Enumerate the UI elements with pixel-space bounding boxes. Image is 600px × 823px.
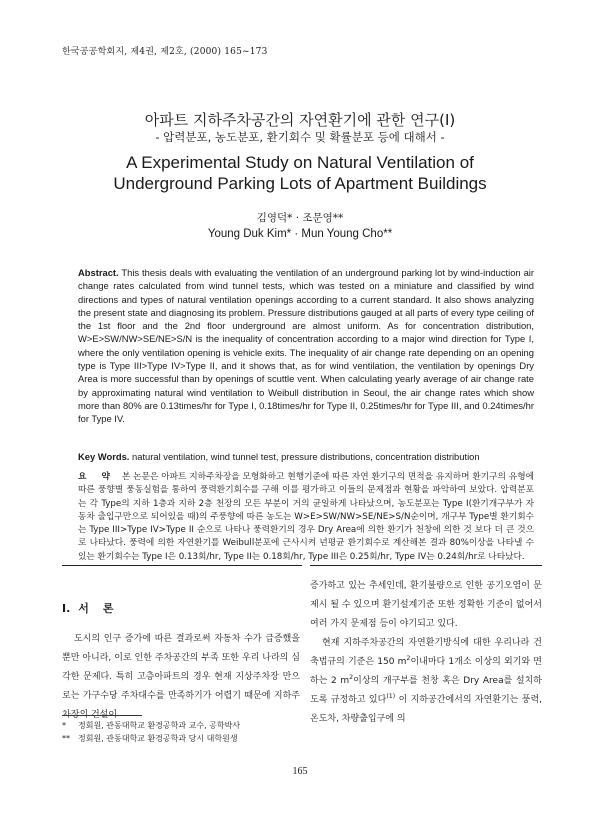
- reference-marker: (1): [386, 693, 396, 700]
- intro-paragraph-right-1: 증가하고 있는 추세인데, 환기불량으로 인한 공기오염이 문제시 될 수 있으며 환기설계기준 또한 정확한 기준이 없어서 여러 가지 문제점 등이 야기되고 있다.: [310, 581, 542, 629]
- section-heading-introduction: [62, 600, 300, 616]
- footnotes: [62, 720, 300, 745]
- footnote-2: [62, 733, 300, 746]
- footnote-1-mark: *: [62, 721, 66, 730]
- footnote-rule: [62, 715, 142, 716]
- abstract: [78, 266, 534, 426]
- abstract-korean-label: 요 약: [78, 472, 116, 482]
- footnote-2-mark: **: [62, 733, 70, 743]
- separator-rule-right: [310, 565, 542, 566]
- para2-part-c: 이상의 개구부를 천창 혹은 Dry Area를 설치하도록 규정하고 있다: [310, 676, 542, 705]
- separator-rule-left: [62, 565, 302, 566]
- column-right: [310, 577, 542, 729]
- footnote-1-text: 정회원, 관동대학교 환경공학과 교수, 공학박사: [78, 721, 241, 730]
- title-english: [0, 152, 600, 194]
- para2-part-b: 이내마다 1개소 이상의 외기와 면하는 2 m: [310, 657, 542, 686]
- keywords-text: natural ventilation, wind tunnel test, pressure distributions, concentration distribution: [132, 451, 480, 462]
- intro-paragraph-right-2: [310, 634, 542, 729]
- para2-superscript-1: 2: [406, 655, 411, 662]
- journal-citation: 한국공공학회지, 제4권, 제2호, (2000) 165~173: [62, 47, 268, 57]
- keywords: [78, 450, 534, 463]
- column-left: [62, 600, 300, 725]
- abstract-korean-text: 본 논문은 아파트 지하주차장을 모형화하고 현행기준에 따른 자연 환기구의 면적을 유지하며 환기구의 유형에 따른 풍향별 풍동실험을 통하여 풍력환기회수를 구해 이를 평가하고 이들의 문제점과 현황을 파악하여 보았다. 압력분포는 각 Type의 지하 1층과 지하 2층 천장의 모든 부분이 거의 균일하게 나타났으며, 농도분포는 Type I(환기개구부가 자동차 출입구만으로 되어있을 때)의 주풍향에 따른 농도는 W>E>SW/NW>SE/NE>S/N순이며, 개구부 Type별 환기회수는 Type III>Type IV>Type II 순으로 나타나 풍력환기의 경우 Dry Area에 의한 환기가 천창에 의한 것 보다 더 큰 것으로 나타났다. 풍력에 의한 자연환기를 Weibull분포에 근사시켜 년평균 환기회수로 계산해본 결과 80%이상을 나타낼 수 있는 환기회수는 Type I은 0.13회/hr, Type II는 0.18회/hr, Type III은 0.25회/hr, Type IV는 0.24회/hr로 나타났다.: [78, 472, 534, 562]
- authors-english: Young Duk Kim* · Mun Young Cho**: [207, 228, 393, 240]
- section-title: 서론: [78, 602, 128, 615]
- abstract-label: Abstract.: [78, 267, 119, 278]
- abstract-korean: [78, 471, 534, 564]
- para2-part-a: 현재 지하주차공간의 자연환기방식에 대한 우리나라 건축법규의 기준은 150 m: [310, 638, 542, 667]
- keywords-label: Key Words.: [78, 451, 130, 462]
- subtitle-korean: - 압력분포, 농도분포, 환기회수 및 확률분포 등에 대해서 -: [155, 130, 445, 144]
- authors-korean: 김영덕* · 조문영**: [256, 212, 344, 224]
- section-number: I.: [62, 602, 71, 615]
- para2-part-d: 이 지하공간에서의 자연환기는 풍력, 온도차, 차량출입구에 의: [310, 695, 543, 724]
- footnote-2-text: 정회원, 관동대학교 환경공학과 당시 대학원생: [78, 733, 238, 743]
- title-english-line-2: Underground Parking Lots of Apartment Buildings: [113, 174, 487, 193]
- abstract-text: This thesis deals with evaluating the ventilation of an underground parking lot by wind-induction air change rates calculated from wind tunnel tests, which was tested on a miniature and classified by wind directions and types of natural ventilation openings according to a current standard. It also shows analyzing the present state and diagnosing its problem. Pressure distributions gauged at all parts of every type ceiling of the 1st floor and the 2nd floor underground are almost uniform. As for concentration distribution, W>E>SW/NW>SE/NE>S/N is the inequality of concentration according to a major wind direction for Type I, where the only ventilation opening is vehicle exits. The inequality of air change rate depending on an opening type is Type III>Type IV>Type II, and it shows that, as for wind ventilation, the ventilation by openings Dry Area is more successful than by openings of scuttle vent. When calculating yearly average of air change rate by approximating natural wind ventilation to Weibull distribution in Seoul, the air change rates which show more than 80% are 0.13times/hr for Type I, 0.18times/hr for Type II, 0.25times/hr for Type III, and 0.24times/hr for Type IV.: [78, 267, 534, 425]
- title-korean: 아파트 지하주차공간의 자연환기에 관한 연구(I): [144, 111, 456, 129]
- para2-superscript-2: 2: [349, 674, 354, 681]
- intro-paragraph-left: 도시의 인구 증가에 따른 결과로써 자동차 수가 급증했을 뿐만 아니라, 이로 인한 주차공간의 부족 또한 우리 나라의 심각한 문제다. 특히 고층아파트의 경우 현재 지상주차장 만으로는 가구수당 주차대수를 만족하기가 어렵기 때문에 지하주차장의 건설이: [62, 634, 300, 720]
- page-number: 165: [292, 766, 308, 777]
- footnote-1: [62, 720, 300, 733]
- title-english-line-1: A Experimental Study on Natural Ventilation of: [126, 153, 474, 172]
